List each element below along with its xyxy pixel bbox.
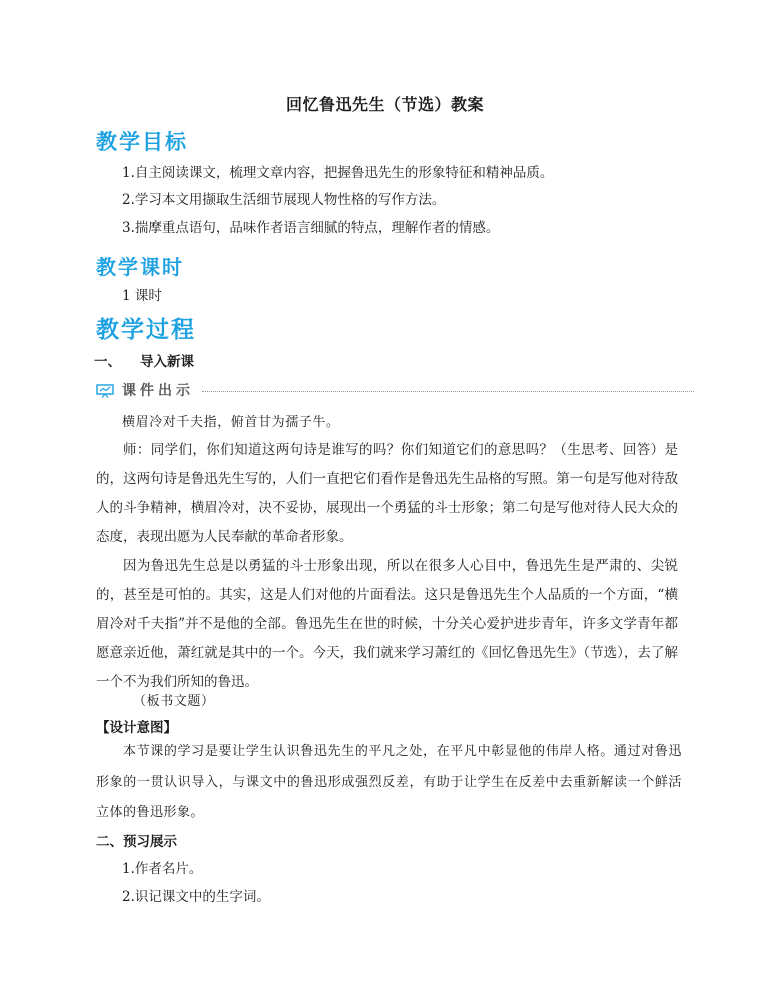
courseware-label: 课件出示 — [122, 383, 194, 399]
intro-paragraph-2: 因为鲁迅先生总是以勇猛的斗士形象出现，所以在很多人心目中，鲁迅先生是严肃的、尖锐的，甚至是可怕的。其实，这是人们对他的片面看法。这只是鲁迅先生个人品质的一个方面，“横眉冷对千夫指”并不是他的全部。鲁迅先生在世的时候，十分关心爱护进步青年，许多文学青年都愿意亲近他，萧红就是其中的一个。今天，我们就来学习萧红的《回忆鲁迅先生》（节选），去了解一个不为我们所知的鲁迅。 — [96, 558, 678, 690]
objectives-heading: 教学目标 — [96, 130, 188, 154]
courseware-banner — [96, 381, 694, 401]
step1-title: 导入新课 — [140, 354, 194, 370]
intro-paragraph-1: 师：同学们，你们知道这两句诗是谁写的吗？你们知道它们的意思吗？（生思考、回答）是的，这两句诗是鲁迅先生写的，人们一直把它们看作是鲁迅先生品格的写照。第一句是写他对待敌人的斗争精神，横眉冷对，决不妥协，展现出一个勇猛的斗士形象；第二句是写他对待人民大众的态度，表现出愿为人民奉献的革命者形象。 — [96, 442, 678, 545]
design-intent-text: 本节课的学习是要让学生认识鲁迅先生的平凡之处，在平凡中彰显他的伟岸人格。通过对鲁迅形象的一贯认识导入，与课文中的鲁迅形成强烈反差，有助于让学生在反差中去重新解读一个鲜活立体的鲁迅形象。 — [96, 744, 682, 820]
process-heading: 教学过程 — [96, 317, 196, 343]
step1-number: 一、 — [94, 354, 121, 370]
dotted-divider — [202, 391, 694, 392]
design-intent-heading: 【设计意图】 — [96, 720, 177, 736]
preview-item-1: 1.作者名片。 — [122, 861, 203, 877]
quote-line: 横眉冷对千夫指，俯首甘为孺子牛。 — [122, 415, 340, 430]
objective-item-2: 2.学习本文用撷取生活细节展现人物性格的写作方法。 — [122, 192, 446, 208]
objective-item-3: 3.揣摩重点语句，品味作者语言细腻的特点，理解作者的情感。 — [122, 220, 500, 236]
step2-title: 二、预习展示 — [96, 834, 177, 850]
board-note: （板书文题） — [133, 694, 215, 709]
objective-item-1: 1.自主阅读课文，梳理文章内容，把握鲁迅先生的形象特征和精神品质。 — [122, 165, 554, 181]
document-title: 回忆鲁迅先生（节选）教案 — [285, 95, 484, 114]
hours-heading: 教学课时 — [96, 255, 184, 279]
preview-item-2: 2.识记课文中的生字词。 — [122, 889, 270, 905]
hours-value: 1 课时 — [122, 288, 162, 304]
presentation-board-icon — [96, 383, 114, 397]
